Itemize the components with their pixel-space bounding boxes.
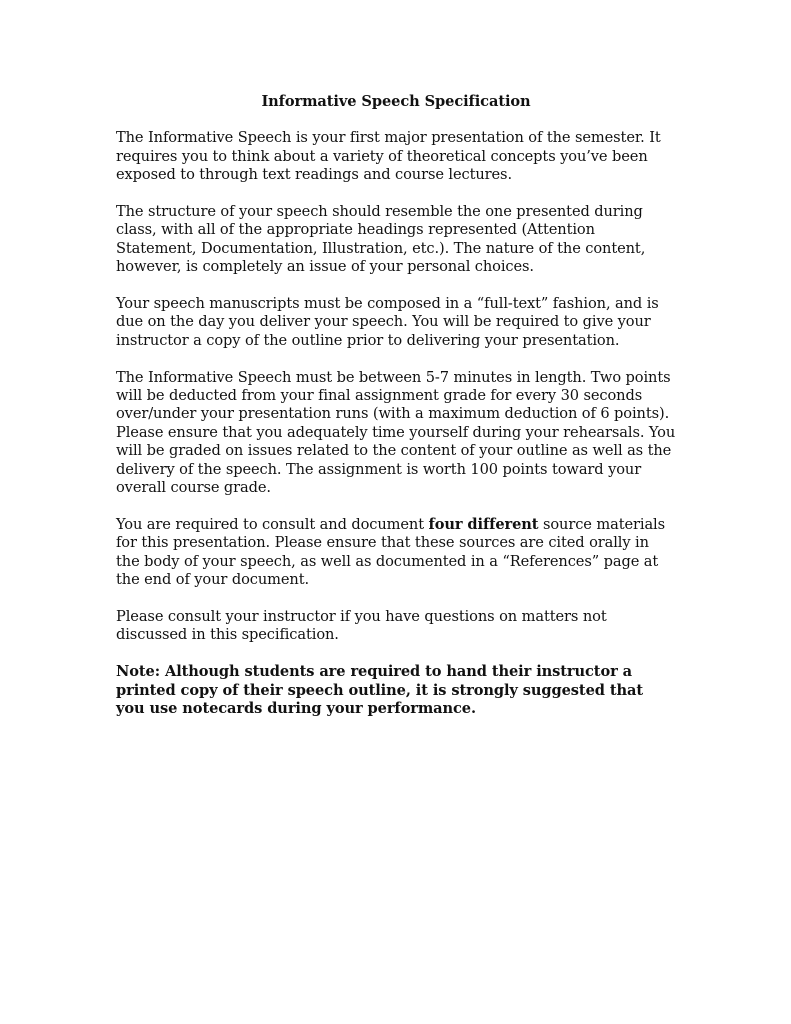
sources-text-before: You are required to consult and document [116,515,429,533]
sources-paragraph [116,516,676,590]
structure-paragraph: The structure of your speech should resemble the one presented during class, with all of the appropriate headings represented (Attention Statement, Documentation, Illustration, etc.). The nature of the content, however, is completely an issue of your personal choices. [116,203,646,276]
document-title: Informative Speech Specification [261,93,531,110]
note-paragraph: Note: Although students are required to hand their instructor a printed copy of their speech outline, it is strongly suggested that you use notecards during your performance. [116,663,643,717]
sources-text-after: source materials for this presentation. Please ensure that these sources are cited orally in the body of your speech, as well as documented in a “References” page at the end of your document. [116,515,666,589]
intro-paragraph: The Informative Speech is your first major presentation of the semester. It requires you to think about a variety of theoretical concepts you’ve been exposed to through text readings and course lectures. [116,129,661,184]
questions-paragraph: Please consult your instructor if you have questions on matters not discussed in this specification. [116,607,607,644]
sources-emphasis: four different [428,515,539,533]
manuscript-paragraph: Your speech manuscripts must be composed in a “full-text” fashion, and is due on the day you deliver your speech. You will be required to give your instructor a copy of the outline prior to delivering your presentation. [116,295,659,349]
length-grading-paragraph: The Informative Speech must be between 5-7 minutes in length. Two points will be deducted from your final assignment grade for every 30 seconds over/under your presentation runs (with a maximum deduction of 6 points). Please ensure that you adequately time yourself during your rehearsals. You will be graded on issues related to the content of your outline as well as the delivery of the speech. The assignment is worth 100 points toward your overall course grade. [116,368,676,497]
document-body [116,93,676,737]
